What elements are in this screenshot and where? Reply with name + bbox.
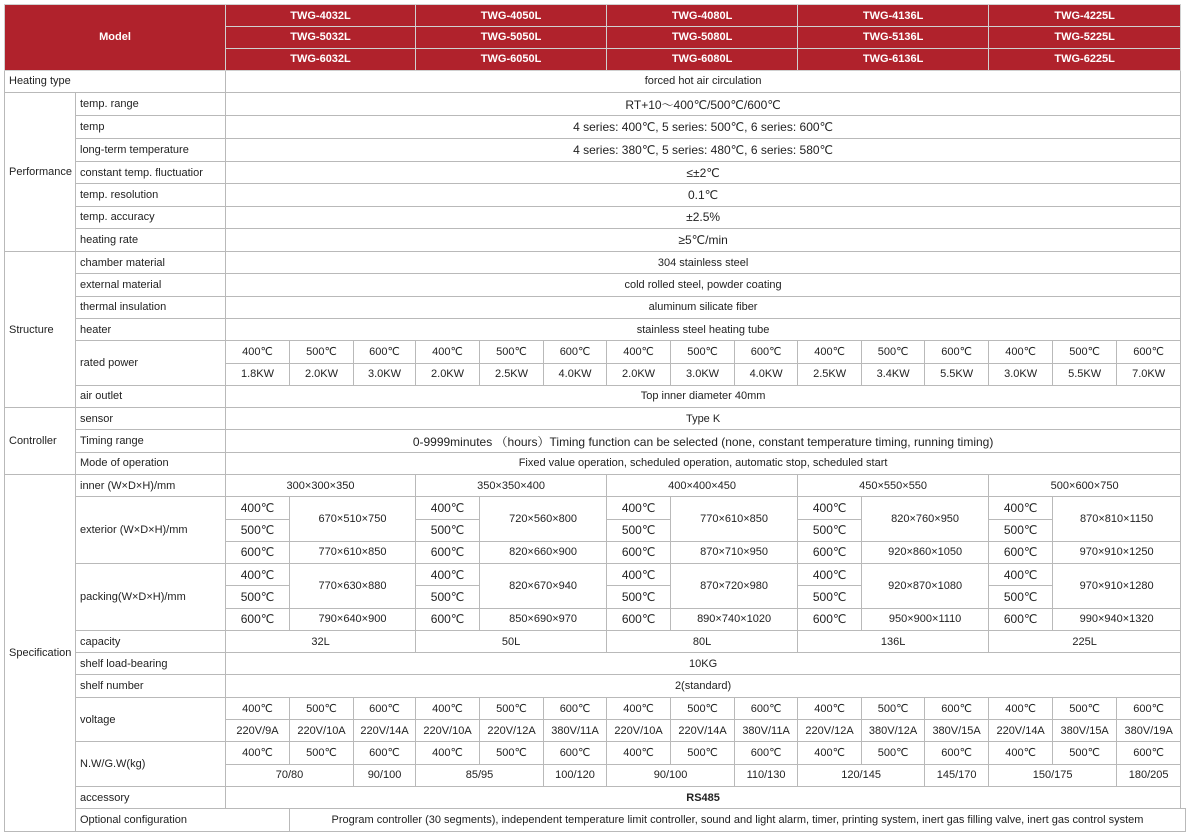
table-row — [5, 318, 1186, 340]
row-label: accessory — [76, 786, 226, 808]
table-row — [5, 452, 1186, 474]
temp-500: 500℃ — [798, 519, 862, 541]
rated-power-value: 2.0KW — [416, 363, 480, 385]
row-label: inner (W×D×H)/mm — [76, 474, 226, 496]
rated-power-value: 2.5KW — [798, 363, 862, 385]
temp-600: 600℃ — [989, 541, 1053, 563]
voltage-temp: 500℃ — [480, 697, 544, 719]
rated-power-value: 1.8KW — [226, 363, 290, 385]
rated-power-value: 2.5KW — [480, 363, 544, 385]
weight-4-5-series: 90/100 — [607, 764, 735, 786]
temp-400: 400℃ — [416, 564, 480, 586]
row-value: 304 stainless steel — [226, 252, 1181, 274]
dims-6-series: 920×860×1050 — [862, 541, 989, 563]
dims-6-series: 950×900×1110 — [862, 608, 989, 630]
table-row — [5, 296, 1186, 318]
dims-4-5-series: 820×670×940 — [480, 564, 607, 609]
temp-400: 400℃ — [798, 497, 862, 519]
voltage-temp: 600℃ — [1117, 697, 1181, 719]
model-name: TWG-5225L — [989, 27, 1181, 48]
rated-power-temp: 500℃ — [290, 341, 354, 363]
weight-6-series: 100/120 — [544, 764, 607, 786]
inner-dims: 350×350×400 — [416, 474, 607, 496]
temp-600: 600℃ — [607, 608, 671, 630]
voltage-value: 220V/9A — [226, 720, 290, 742]
dims-6-series: 820×660×900 — [480, 541, 607, 563]
voltage-value: 220V/12A — [798, 720, 862, 742]
row-label: exterior (W×D×H)/mm — [76, 497, 226, 564]
row-label: temp. accuracy — [76, 206, 226, 228]
rated-power-temp: 600℃ — [354, 341, 416, 363]
row-value: 0.1℃ — [226, 184, 1181, 206]
inner-dims: 450×550×550 — [798, 474, 989, 496]
table-row — [5, 5, 1186, 27]
table-row — [5, 408, 1186, 430]
dims-6-series: 970×910×1250 — [1053, 541, 1181, 563]
dims-4-5-series: 770×610×850 — [671, 497, 798, 542]
rated-power-value: 5.5KW — [925, 363, 989, 385]
voltage-value: 220V/10A — [607, 720, 671, 742]
temp-500: 500℃ — [798, 586, 862, 608]
row-value: 4 series: 400℃, 5 series: 500℃, 6 series: 600℃ — [226, 116, 1181, 138]
voltage-temp: 500℃ — [862, 697, 925, 719]
rated-power-value: 3.0KW — [354, 363, 416, 385]
group-controller: Controller — [5, 408, 76, 475]
rated-power-value: 7.0KW — [1117, 363, 1181, 385]
dims-4-5-series: 670×510×750 — [290, 497, 416, 542]
row-label: packing(W×D×H)/mm — [76, 564, 226, 631]
table-row — [5, 430, 1186, 452]
weight-6-series: 90/100 — [354, 764, 416, 786]
table-row — [5, 653, 1186, 675]
group-structure: Structure — [5, 252, 76, 408]
dims-6-series: 990×940×1320 — [1053, 608, 1181, 630]
voltage-value: 220V/10A — [416, 720, 480, 742]
temp-600: 600℃ — [798, 541, 862, 563]
voltage-temp: 600℃ — [354, 697, 416, 719]
table-row — [5, 564, 1186, 586]
row-label: chamber material — [76, 252, 226, 274]
model-name: TWG-4080L — [607, 5, 798, 27]
heating-type-value: forced hot air circulation — [226, 70, 1181, 92]
rated-power-value: 4.0KW — [735, 363, 798, 385]
capacity-value: 32L — [226, 630, 416, 652]
voltage-temp: 500℃ — [1053, 697, 1117, 719]
voltage-temp: 600℃ — [925, 697, 989, 719]
temp-400: 400℃ — [226, 497, 290, 519]
weight-temp: 500℃ — [862, 742, 925, 764]
row-label: external material — [76, 274, 226, 296]
table-row — [5, 809, 1186, 832]
table-row — [5, 497, 1186, 519]
model-header: Model — [5, 5, 226, 71]
voltage-value: 380V/15A — [925, 720, 989, 742]
row-label-voltage: voltage — [76, 697, 226, 742]
table-row — [5, 385, 1186, 407]
capacity-value: 225L — [989, 630, 1181, 652]
rated-power-temp: 400℃ — [989, 341, 1053, 363]
row-label-optional: Optional configuration — [76, 809, 290, 832]
table-row — [5, 697, 1186, 719]
spec-table — [4, 4, 1186, 832]
row-value: Fixed value operation, scheduled operation, automatic stop, scheduled start — [226, 452, 1181, 474]
table-row — [5, 274, 1186, 296]
rated-power-value: 5.5KW — [1053, 363, 1117, 385]
temp-600: 600℃ — [798, 608, 862, 630]
table-row — [5, 138, 1186, 161]
rated-power-temp: 600℃ — [544, 341, 607, 363]
rated-power-temp: 500℃ — [862, 341, 925, 363]
weight-temp: 600℃ — [544, 742, 607, 764]
table-row — [5, 252, 1186, 274]
weight-4-5-series: 85/95 — [416, 764, 544, 786]
row-label: capacity — [76, 630, 226, 652]
rated-power-temp: 600℃ — [1117, 341, 1181, 363]
row-value: ≥5℃/min — [226, 228, 1181, 251]
row-value: 0-9999minutes （hours）Timing function can be selected (none, constant temperature timing, running timing) — [226, 430, 1181, 452]
model-name: TWG-4032L — [226, 5, 416, 27]
voltage-value: 220V/12A — [480, 720, 544, 742]
table-row — [5, 675, 1186, 697]
temp-500: 500℃ — [607, 586, 671, 608]
row-value: RT+10～400℃/500℃/600℃ — [226, 93, 1181, 116]
weight-temp: 500℃ — [1053, 742, 1117, 764]
voltage-temp: 500℃ — [671, 697, 735, 719]
rated-power-value: 2.0KW — [607, 363, 671, 385]
weight-temp: 600℃ — [735, 742, 798, 764]
temp-600: 600℃ — [226, 608, 290, 630]
temp-400: 400℃ — [226, 564, 290, 586]
model-name: TWG-5080L — [607, 27, 798, 48]
temp-500: 500℃ — [607, 519, 671, 541]
temp-400: 400℃ — [989, 564, 1053, 586]
temp-600: 600℃ — [416, 541, 480, 563]
row-label-weight: N.W/G.W(kg) — [76, 742, 226, 787]
inner-dims: 400×400×450 — [607, 474, 798, 496]
model-name: TWG-4136L — [798, 5, 989, 27]
voltage-value: 380V/12A — [862, 720, 925, 742]
row-label: temp. resolution — [76, 184, 226, 206]
optional-value: Program controller (30 segments), independent temperature limit controller, sound and light alarm, timer, printing system, inert gas filling valve, inert gas control system — [290, 809, 1186, 832]
table-row — [5, 341, 1186, 363]
weight-temp: 600℃ — [1117, 742, 1181, 764]
row-label: thermal insulation — [76, 296, 226, 318]
temp-400: 400℃ — [798, 564, 862, 586]
table-row — [5, 474, 1186, 496]
model-name: TWG-6080L — [607, 48, 798, 70]
dims-4-5-series: 970×910×1280 — [1053, 564, 1181, 609]
row-value: 4 series: 380℃, 5 series: 480℃, 6 series: 580℃ — [226, 138, 1181, 161]
temp-500: 500℃ — [989, 519, 1053, 541]
weight-4-5-series: 120/145 — [798, 764, 925, 786]
model-name: TWG-5032L — [226, 27, 416, 48]
capacity-value: 50L — [416, 630, 607, 652]
row-label: heater — [76, 318, 226, 340]
row-label: Timing range — [76, 430, 226, 452]
rated-power-temp: 600℃ — [735, 341, 798, 363]
dims-6-series: 770×610×850 — [290, 541, 416, 563]
row-label: Mode of operation — [76, 452, 226, 474]
voltage-value: 220V/14A — [989, 720, 1053, 742]
table-row — [5, 228, 1186, 251]
row-label: long-term temperature — [76, 138, 226, 161]
weight-temp: 600℃ — [925, 742, 989, 764]
temp-500: 500℃ — [226, 519, 290, 541]
rated-power-temp: 400℃ — [416, 341, 480, 363]
weight-temp: 400℃ — [416, 742, 480, 764]
rated-power-temp: 400℃ — [226, 341, 290, 363]
weight-temp: 400℃ — [798, 742, 862, 764]
voltage-value: 380V/11A — [735, 720, 798, 742]
model-name: TWG-4050L — [416, 5, 607, 27]
voltage-temp: 400℃ — [989, 697, 1053, 719]
temp-600: 600℃ — [989, 608, 1053, 630]
weight-4-5-series: 150/175 — [989, 764, 1117, 786]
table-row — [5, 630, 1186, 652]
weight-6-series: 145/170 — [925, 764, 989, 786]
row-label: air outlet — [76, 385, 226, 407]
dims-6-series: 890×740×1020 — [671, 608, 798, 630]
weight-temp: 500℃ — [290, 742, 354, 764]
rated-power-temp: 500℃ — [1053, 341, 1117, 363]
model-name: TWG-5050L — [416, 27, 607, 48]
dims-6-series: 870×710×950 — [671, 541, 798, 563]
group-performance: Performance — [5, 93, 76, 252]
table-row — [5, 742, 1186, 764]
table-row — [5, 206, 1186, 228]
row-label: constant temp. fluctuatior — [76, 162, 226, 184]
voltage-temp: 500℃ — [290, 697, 354, 719]
dims-6-series: 790×640×900 — [290, 608, 416, 630]
row-value: ≤±2℃ — [226, 162, 1181, 184]
weight-4-5-series: 70/80 — [226, 764, 354, 786]
table-row — [5, 162, 1186, 184]
row-label: temp — [76, 116, 226, 138]
rated-power-value: 3.4KW — [862, 363, 925, 385]
temp-500: 500℃ — [989, 586, 1053, 608]
temp-400: 400℃ — [607, 497, 671, 519]
temp-600: 600℃ — [226, 541, 290, 563]
voltage-value: 220V/14A — [354, 720, 416, 742]
voltage-value: 380V/15A — [1053, 720, 1117, 742]
voltage-temp: 400℃ — [798, 697, 862, 719]
dims-4-5-series: 770×630×880 — [290, 564, 416, 609]
dims-4-5-series: 820×760×950 — [862, 497, 989, 542]
table-row — [5, 184, 1186, 206]
voltage-temp: 400℃ — [226, 697, 290, 719]
dims-4-5-series: 720×560×800 — [480, 497, 607, 542]
row-value: stainless steel heating tube — [226, 318, 1181, 340]
temp-500: 500℃ — [416, 586, 480, 608]
dims-4-5-series: 870×720×980 — [671, 564, 798, 609]
table-row — [5, 93, 1186, 116]
row-value: cold rolled steel, powder coating — [226, 274, 1181, 296]
row-value: 2(standard) — [226, 675, 1181, 697]
row-label-rated-power: rated power — [76, 341, 226, 386]
dims-4-5-series: 870×810×1150 — [1053, 497, 1181, 542]
inner-dims: 500×600×750 — [989, 474, 1181, 496]
weight-6-series: 180/205 — [1117, 764, 1181, 786]
dims-6-series: 850×690×970 — [480, 608, 607, 630]
row-value: ±2.5% — [226, 206, 1181, 228]
weight-temp: 400℃ — [989, 742, 1053, 764]
row-value: aluminum silicate fiber — [226, 296, 1181, 318]
row-label: temp. range — [76, 93, 226, 116]
row-value: 10KG — [226, 653, 1181, 675]
row-label: heating rate — [76, 228, 226, 251]
voltage-temp: 600℃ — [544, 697, 607, 719]
temp-500: 500℃ — [416, 519, 480, 541]
model-name: TWG-5136L — [798, 27, 989, 48]
row-value: Type K — [226, 408, 1181, 430]
rated-power-value: 3.0KW — [671, 363, 735, 385]
weight-temp: 500℃ — [480, 742, 544, 764]
voltage-value: 380V/11A — [544, 720, 607, 742]
group-specification: Specification — [5, 474, 76, 831]
temp-600: 600℃ — [416, 608, 480, 630]
rated-power-value: 2.0KW — [290, 363, 354, 385]
voltage-value: 380V/19A — [1117, 720, 1181, 742]
temp-400: 400℃ — [607, 564, 671, 586]
model-name: TWG-6136L — [798, 48, 989, 70]
weight-6-series: 110/130 — [735, 764, 798, 786]
row-label: sensor — [76, 408, 226, 430]
spec-table-body — [5, 5, 1186, 832]
capacity-value: 136L — [798, 630, 989, 652]
voltage-temp: 400℃ — [607, 697, 671, 719]
table-row — [5, 786, 1186, 808]
weight-temp: 400℃ — [226, 742, 290, 764]
rated-power-temp: 400℃ — [798, 341, 862, 363]
table-row — [5, 116, 1186, 138]
dims-4-5-series: 920×870×1080 — [862, 564, 989, 609]
model-name: TWG-6050L — [416, 48, 607, 70]
rated-power-temp: 500℃ — [480, 341, 544, 363]
capacity-value: 80L — [607, 630, 798, 652]
accessory-value: RS485 — [226, 786, 1181, 808]
rated-power-temp: 500℃ — [671, 341, 735, 363]
temp-400: 400℃ — [416, 497, 480, 519]
model-name: TWG-6225L — [989, 48, 1181, 70]
weight-temp: 400℃ — [607, 742, 671, 764]
temp-600: 600℃ — [607, 541, 671, 563]
rated-power-temp: 400℃ — [607, 341, 671, 363]
table-row — [5, 70, 1186, 92]
weight-temp: 500℃ — [671, 742, 735, 764]
model-name: TWG-6032L — [226, 48, 416, 70]
temp-400: 400℃ — [989, 497, 1053, 519]
temp-500: 500℃ — [226, 586, 290, 608]
inner-dims: 300×300×350 — [226, 474, 416, 496]
voltage-temp: 600℃ — [735, 697, 798, 719]
row-label-heating-type: Heating type — [5, 70, 226, 92]
rated-power-temp: 600℃ — [925, 341, 989, 363]
weight-temp: 600℃ — [354, 742, 416, 764]
row-value: Top inner diameter 40mm — [226, 385, 1181, 407]
voltage-value: 220V/10A — [290, 720, 354, 742]
voltage-temp: 400℃ — [416, 697, 480, 719]
row-label: shelf number — [76, 675, 226, 697]
rated-power-value: 4.0KW — [544, 363, 607, 385]
row-label: shelf load-bearing — [76, 653, 226, 675]
rated-power-value: 3.0KW — [989, 363, 1053, 385]
voltage-value: 220V/14A — [671, 720, 735, 742]
model-name: TWG-4225L — [989, 5, 1181, 27]
